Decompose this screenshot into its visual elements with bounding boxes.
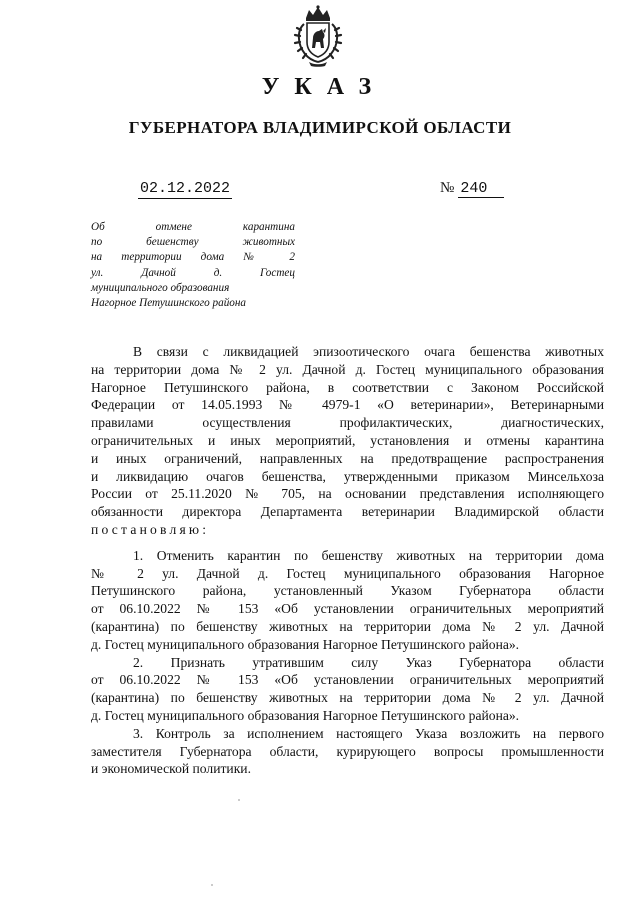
preamble-line: обязанности директора Департамента ветеринарии Владимирской области [91, 504, 604, 520]
item-2-line: от 06.10.2022 № 153 «Об установлении ограничительных мероприятий [91, 672, 604, 688]
subject-line: Об отмене карантина [91, 221, 295, 233]
preamble-line: и ликвидацию очагов бешенства, утвержденными приказом Минсельхоза [91, 468, 604, 484]
document-body [91, 343, 604, 778]
preamble-line: В связи с ликвидацией эпизоотического очага бешенства животных [133, 344, 604, 359]
document-type-title: УКАЗ [261, 74, 387, 100]
subject-line: по бешенству животных [91, 236, 295, 249]
preamble-line: на территории дома № 2 ул. Дачной д. Гостец муниципального образования [91, 361, 604, 377]
number-sign: № [440, 180, 455, 196]
document-date: 02.12.2022 [140, 180, 231, 197]
coat-of-arms-icon [289, 4, 347, 68]
number-value: 240 [458, 180, 504, 198]
preamble-line: России от 25.11.2020 № 705, на основании представления исполняющего [91, 486, 604, 502]
document-authority: ГУБЕРНАТОРА ВЛАДИМИРСКОЙ ОБЛАСТИ [128, 118, 512, 137]
item-3-line: заместителя Губернатора области, курирующего вопросы промышленности [91, 743, 604, 759]
subject-line: Нагорное Петушинского района [91, 297, 247, 310]
item-2-line: 2. Признать утратившим силу Указ Губернатора области [133, 654, 604, 670]
item-3-line: 3. Контроль за исполнением настоящего Указа возложить на первого [133, 725, 604, 741]
subject-line: муниципального образования [91, 281, 230, 294]
item-2-line: (карантина) по бешенству животных на территории дома № 2 ул. Дачной [91, 690, 604, 706]
preamble-line: Федерации от 14.05.1993 № 4979-1 «О ветеринарии», Ветеринарными [91, 397, 604, 413]
preamble-line: и иных ограничений, направленных на предотвращение распространения [91, 450, 604, 466]
subject-line: на территории дома № 2 [91, 251, 295, 264]
preamble-line: правилами осуществления профилактических, диагностических, [91, 415, 604, 431]
item-1-line: (карантина) по бешенству животных на территории дома № 2 ул. Дачной [91, 618, 604, 634]
subject-line: ул. Дачной д. Гостец [91, 266, 295, 279]
item-1-line: д. Гостец муниципального образования Нагорное Петушинского района». [91, 636, 520, 652]
scan-speck [238, 799, 240, 801]
item-2-line: д. Гостец муниципального образования Нагорное Петушинского района». [91, 707, 520, 723]
item-3-line: и экономической политики. [91, 761, 251, 777]
preamble-line: ограничительных и иных мероприятий, установления и отмены карантина [91, 432, 604, 448]
document-subject [91, 220, 295, 311]
preamble-line: Нагорное Петушинского района, в соответствии с Законом Российской [91, 379, 604, 395]
scan-speck [211, 884, 213, 886]
document-number [440, 180, 504, 198]
item-1-line: от 06.10.2022 № 153 «Об установлении ограничительных мероприятий [91, 601, 604, 617]
item-1-line: 1. Отменить карантин по бешенству животных на территории дома [133, 547, 604, 563]
item-1-line: Петушинского района, установленный Указом Губернатора области [91, 583, 604, 599]
decree-word: постановляю: [91, 521, 210, 537]
item-1-line: № 2 ул. Дачной д. Гостец муниципального образования Нагорное [91, 565, 604, 581]
